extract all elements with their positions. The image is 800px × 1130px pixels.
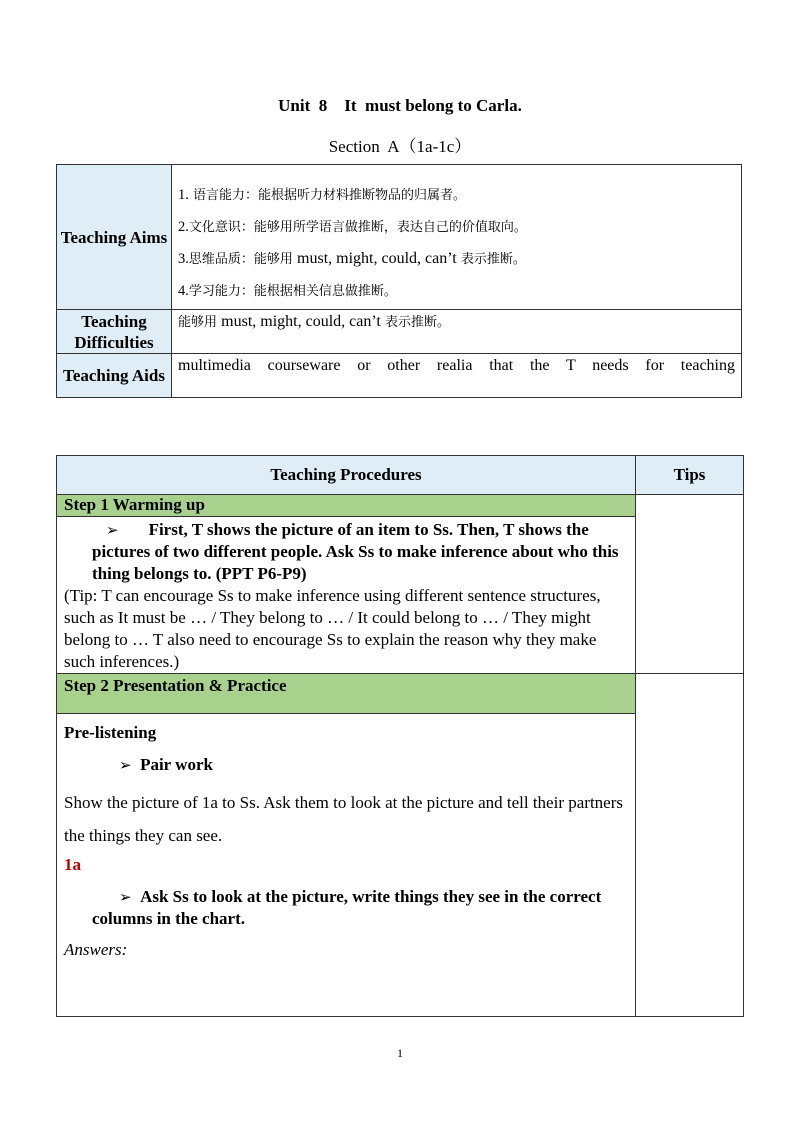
aim-item: 3.思维品质：能够用 must, might, could, can’t 表示推断。 — [178, 250, 526, 267]
teaching-aims-table — [56, 164, 742, 398]
tips-header: Tips — [636, 456, 744, 495]
teaching-procedures-table — [56, 455, 744, 1017]
aim-item: 1. 语言能力：能根据听力材料推断物品的归属者。 — [178, 187, 467, 203]
bullet-1a: ➢ Ask Ss to look at the picture, write things they see in the correct columns in the chart. — [92, 887, 602, 928]
teaching-aims-label: Teaching Aims — [57, 165, 172, 310]
arrow-bullet-icon: ➢ — [119, 756, 132, 774]
teaching-aids-text: multimedia courseware or other realia that the T needs for teaching — [172, 354, 742, 398]
teaching-aims-cell — [172, 165, 742, 310]
answers-label: Answers: — [64, 940, 128, 959]
step2-tips-cell — [636, 674, 744, 1017]
procedures-header: Teaching Procedures — [57, 456, 636, 495]
unit-title: Unit 8 It must belong to Carla. — [278, 96, 522, 115]
pair-work-item: ➢ Pair work — [119, 755, 213, 774]
step1-tip: (Tip: T can encourage Ss to make inference using different sentence structures, such as It must be … / They belong to … / It could belong to … / They might belong to … T also need to encourage Ss to explain the reason why they make such inferences.) — [64, 586, 601, 671]
step1-bullet: ➢ First, T shows the picture of an item to Ss. Then, T shows the pictures of two different people. Ask Ss to make inference about who this thing belongs to. (PPT P6-P9) — [92, 520, 619, 583]
arrow-bullet-icon: ➢ — [119, 888, 132, 906]
pre-listening-label: Pre-listening — [64, 723, 157, 742]
aim-item: 4.学习能力：能根据相关信息做推断。 — [178, 283, 397, 299]
label-1a: 1a — [64, 855, 81, 874]
step2-title: Step 2 Presentation & Practice — [57, 674, 636, 714]
step1-tips-cell — [636, 495, 744, 674]
teaching-difficulties-text: 能够用 must, might, could, can’t 表示推断。 — [172, 310, 742, 354]
page-number: 1 — [397, 1046, 403, 1060]
teaching-aids-label: Teaching Aids — [57, 354, 172, 398]
section-subtitle: Section A（1a-1c） — [328, 137, 472, 156]
aim-item: 2.文化意识：能够用所学语言做推断，表达自己的价值取向。 — [178, 219, 527, 235]
step1-body — [57, 517, 636, 674]
step2-body — [57, 714, 636, 1017]
step1-title: Step 1 Warming up — [57, 495, 636, 517]
arrow-bullet-icon: ➢ — [106, 521, 119, 539]
teaching-difficulties-label: Teaching Difficulties — [57, 310, 172, 354]
pair-work-text: Show the picture of 1a to Ss. Ask them to look at the picture and tell their partners the things they can see. — [64, 793, 623, 845]
